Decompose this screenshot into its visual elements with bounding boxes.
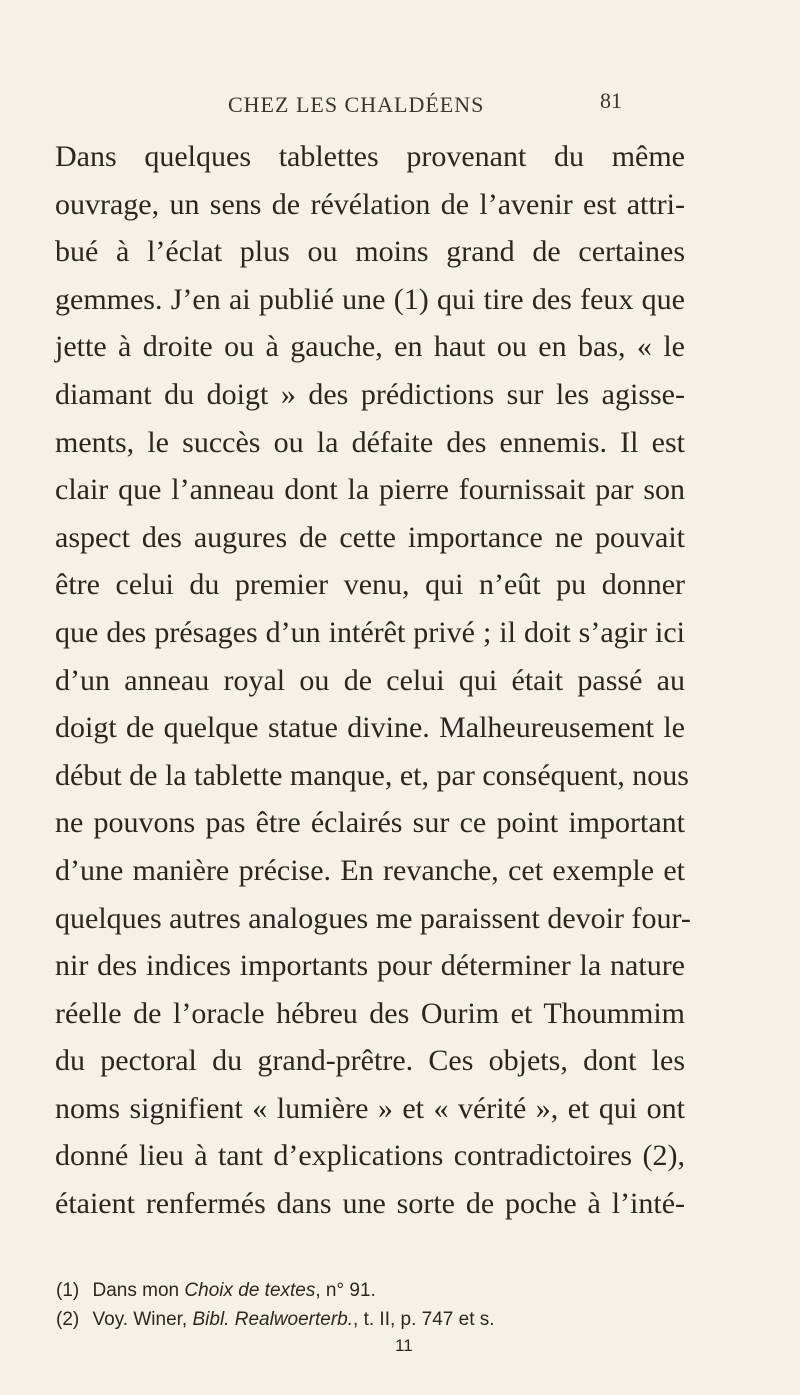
body-text [55, 133, 691, 1228]
text-line: bué à l’éclat plus ou moins grand de certaines [55, 235, 685, 269]
signature-mark: 11 [395, 1336, 413, 1355]
text-line: que des présages d’un intérêt privé ; il doit s’agir ici [55, 615, 685, 649]
text-line: d’un anneau royal ou de celui qui était passé au [55, 663, 685, 697]
text-line: ments, le succès ou la défaite des ennemis. Il est [55, 425, 685, 459]
text-line: réelle de l’oracle hébreu des Ourim et Thoummim [55, 996, 685, 1030]
text-line: quelques autres analogues me paraissent devoir four- [55, 901, 691, 935]
footnote-mark: (1) [56, 1280, 80, 1301]
footnote-title: Choix de textes [184, 1280, 316, 1301]
text-line: gemmes. J’en ai publié une (1) qui tire des feux que [55, 282, 685, 316]
text-line: diamant du doigt » des prédictions sur les agisse- [55, 377, 685, 411]
text-line: aspect des augures de cette importance ne pouvait [55, 520, 685, 554]
footnote-text: Dans mon [92, 1280, 180, 1301]
footnote-title: Bibl. Realwoerterb. [192, 1309, 354, 1330]
text-line: nir des indices importants pour déterminer la nature [55, 949, 685, 983]
text-line: être celui du premier venu, qui n’eût pu donner [55, 568, 685, 602]
text-line: ouvrage, un sens de révélation de l’avenir est attri- [55, 187, 685, 221]
text-line: étaient renfermés dans une sorte de poche à l’inté- [55, 1187, 685, 1221]
text-line: noms signifient « lumière » et « vérité », et qui ont [55, 1091, 685, 1125]
footnotes [56, 1276, 688, 1334]
text-line: du pectoral du grand-prêtre. Ces objets, dont les [55, 1044, 685, 1078]
footnote-text: , t. II, p. 747 et s. [353, 1309, 495, 1330]
text-line: Dans quelques tablettes provenant du même [55, 140, 685, 173]
text-line: jette à droite ou à gauche, en haut ou en bas, « le [55, 330, 685, 364]
footnote-mark: (2) [56, 1309, 80, 1330]
footnote-text: Voy. Winer, [92, 1309, 188, 1330]
footnote-text: , n° 91. [315, 1280, 376, 1301]
text-line: clair que l’anneau dont la pierre fournissait par son [55, 473, 685, 507]
footnote-2 [56, 1305, 688, 1334]
footnote-1 [56, 1276, 688, 1305]
text-line: doigt de quelque statue divine. Malheureusement le [55, 711, 685, 745]
text-line: début de la tablette manque, et, par conséquent, nous [55, 758, 689, 792]
text-line: donné lieu à tant d’explications contradictoires (2), [55, 1139, 685, 1173]
page-number: 81 [600, 88, 622, 113]
text-line: d’une manière précise. En revanche, cet exemple et [55, 853, 685, 887]
text-line: ne pouvons pas être éclairés sur ce point important [55, 806, 685, 840]
running-title: CHEZ LES CHALDÉENS [228, 92, 485, 117]
